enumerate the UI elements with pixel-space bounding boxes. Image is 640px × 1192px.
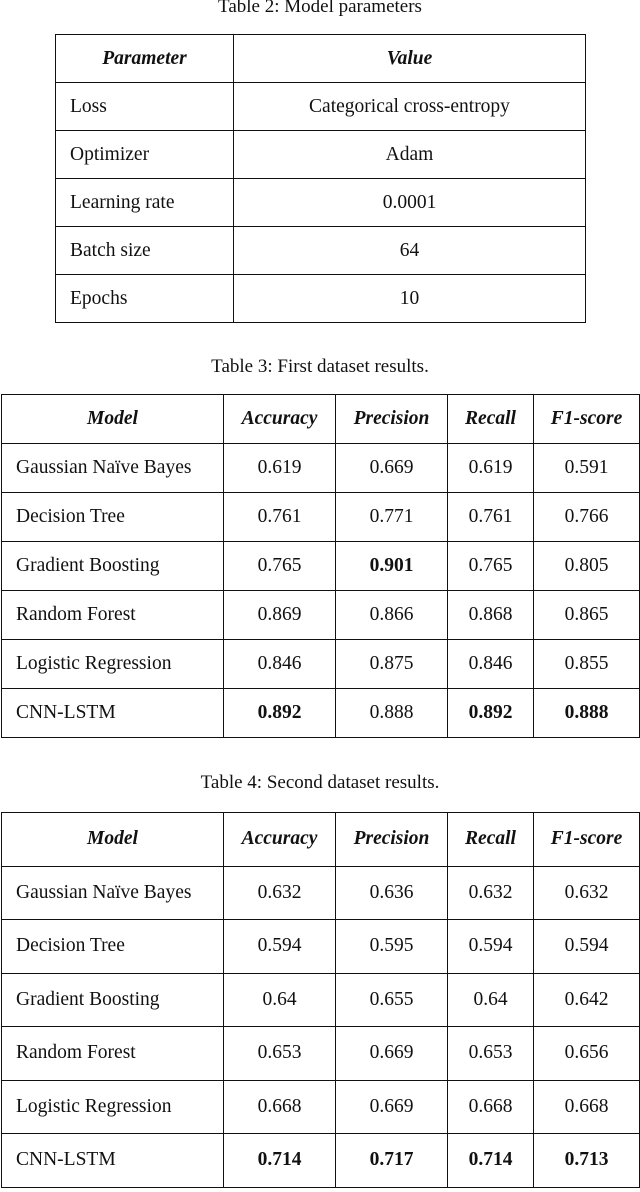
column-header: Accuracy bbox=[224, 395, 336, 444]
row-label-cell: Epochs bbox=[56, 275, 234, 323]
value-cell: 0.668 bbox=[534, 1080, 640, 1134]
row-label-cell: CNN-LSTM bbox=[2, 689, 224, 738]
row-label-cell: Loss bbox=[56, 83, 234, 131]
column-header: F1-score bbox=[534, 395, 640, 444]
column-header: Accuracy bbox=[224, 813, 336, 867]
value-cell: 0.892 bbox=[448, 689, 534, 738]
table-row bbox=[2, 920, 640, 974]
value-cell: 0.865 bbox=[534, 591, 640, 640]
table-row bbox=[56, 179, 586, 227]
value-cell: 0.717 bbox=[336, 1134, 448, 1188]
value-cell: 0.594 bbox=[224, 920, 336, 974]
table-row bbox=[56, 227, 586, 275]
column-header: Precision bbox=[336, 395, 448, 444]
value-cell: 0.642 bbox=[534, 973, 640, 1027]
row-label-cell: Logistic Regression bbox=[2, 1080, 224, 1134]
value-cell: 0.875 bbox=[336, 640, 448, 689]
second-dataset-results-table bbox=[1, 812, 640, 1188]
table-row bbox=[2, 1134, 640, 1188]
value-cell: 0.594 bbox=[448, 920, 534, 974]
row-label-cell: Optimizer bbox=[56, 131, 234, 179]
value-cell: 0.0001 bbox=[234, 179, 586, 227]
row-label-cell: Random Forest bbox=[2, 591, 224, 640]
row-label-cell: Batch size bbox=[56, 227, 234, 275]
column-header: Value bbox=[234, 35, 586, 83]
value-cell: 0.765 bbox=[224, 542, 336, 591]
table-header-row bbox=[2, 395, 640, 444]
value-cell: 0.669 bbox=[336, 1027, 448, 1081]
table-row bbox=[56, 275, 586, 323]
row-label-cell: Learning rate bbox=[56, 179, 234, 227]
row-label-cell: Gaussian Naïve Bayes bbox=[2, 444, 224, 493]
value-cell: 0.632 bbox=[224, 866, 336, 920]
column-header: Recall bbox=[448, 395, 534, 444]
value-cell: 0.653 bbox=[224, 1027, 336, 1081]
table-row bbox=[2, 591, 640, 640]
value-cell: Adam bbox=[234, 131, 586, 179]
table2-caption: Table 2: Model parameters bbox=[218, 0, 422, 17]
table-header-row bbox=[56, 35, 586, 83]
value-cell: 0.668 bbox=[448, 1080, 534, 1134]
row-label-cell: CNN-LSTM bbox=[2, 1134, 224, 1188]
table-header-row bbox=[2, 813, 640, 867]
value-cell: 0.855 bbox=[534, 640, 640, 689]
value-cell: 0.632 bbox=[448, 866, 534, 920]
value-cell: 0.761 bbox=[224, 493, 336, 542]
row-label-cell: Logistic Regression bbox=[2, 640, 224, 689]
row-label-cell: Gaussian Naïve Bayes bbox=[2, 866, 224, 920]
table3-caption: Table 3: First dataset results. bbox=[211, 356, 429, 377]
value-cell: 0.669 bbox=[336, 444, 448, 493]
value-cell: 0.636 bbox=[336, 866, 448, 920]
value-cell: 0.655 bbox=[336, 973, 448, 1027]
table4-caption: Table 4: Second dataset results. bbox=[200, 772, 440, 793]
value-cell: 0.846 bbox=[224, 640, 336, 689]
column-header: Precision bbox=[336, 813, 448, 867]
value-cell: 10 bbox=[234, 275, 586, 323]
table-row bbox=[2, 1080, 640, 1134]
first-dataset-results-table bbox=[1, 394, 640, 738]
table-row bbox=[2, 1027, 640, 1081]
value-cell: 0.766 bbox=[534, 493, 640, 542]
table-row bbox=[2, 444, 640, 493]
row-label-cell: Decision Tree bbox=[2, 493, 224, 542]
row-label-cell: Decision Tree bbox=[2, 920, 224, 974]
table-row bbox=[2, 973, 640, 1027]
value-cell: 0.64 bbox=[224, 973, 336, 1027]
table-row bbox=[2, 866, 640, 920]
value-cell: 0.714 bbox=[224, 1134, 336, 1188]
value-cell: 0.619 bbox=[224, 444, 336, 493]
value-cell: 0.669 bbox=[336, 1080, 448, 1134]
table-row bbox=[56, 83, 586, 131]
value-cell: 64 bbox=[234, 227, 586, 275]
table-row bbox=[2, 640, 640, 689]
column-header: F1-score bbox=[534, 813, 640, 867]
table-row bbox=[2, 542, 640, 591]
value-cell: 0.619 bbox=[448, 444, 534, 493]
value-cell: 0.869 bbox=[224, 591, 336, 640]
value-cell: 0.771 bbox=[336, 493, 448, 542]
column-header: Model bbox=[2, 395, 224, 444]
row-label-cell: Gradient Boosting bbox=[2, 542, 224, 591]
value-cell: 0.868 bbox=[448, 591, 534, 640]
value-cell: Categorical cross-entropy bbox=[234, 83, 586, 131]
value-cell: 0.668 bbox=[224, 1080, 336, 1134]
value-cell: 0.888 bbox=[336, 689, 448, 738]
value-cell: 0.805 bbox=[534, 542, 640, 591]
column-header: Model bbox=[2, 813, 224, 867]
table-row bbox=[56, 131, 586, 179]
value-cell: 0.846 bbox=[448, 640, 534, 689]
value-cell: 0.866 bbox=[336, 591, 448, 640]
value-cell: 0.594 bbox=[534, 920, 640, 974]
value-cell: 0.653 bbox=[448, 1027, 534, 1081]
value-cell: 0.714 bbox=[448, 1134, 534, 1188]
value-cell: 0.901 bbox=[336, 542, 448, 591]
table-row bbox=[2, 493, 640, 542]
model-parameters-table bbox=[55, 34, 586, 323]
table-row bbox=[2, 689, 640, 738]
value-cell: 0.713 bbox=[534, 1134, 640, 1188]
row-label-cell: Random Forest bbox=[2, 1027, 224, 1081]
value-cell: 0.656 bbox=[534, 1027, 640, 1081]
value-cell: 0.761 bbox=[448, 493, 534, 542]
value-cell: 0.892 bbox=[224, 689, 336, 738]
value-cell: 0.591 bbox=[534, 444, 640, 493]
value-cell: 0.888 bbox=[534, 689, 640, 738]
column-header: Recall bbox=[448, 813, 534, 867]
value-cell: 0.64 bbox=[448, 973, 534, 1027]
column-header: Parameter bbox=[56, 35, 234, 83]
value-cell: 0.632 bbox=[534, 866, 640, 920]
value-cell: 0.765 bbox=[448, 542, 534, 591]
row-label-cell: Gradient Boosting bbox=[2, 973, 224, 1027]
value-cell: 0.595 bbox=[336, 920, 448, 974]
